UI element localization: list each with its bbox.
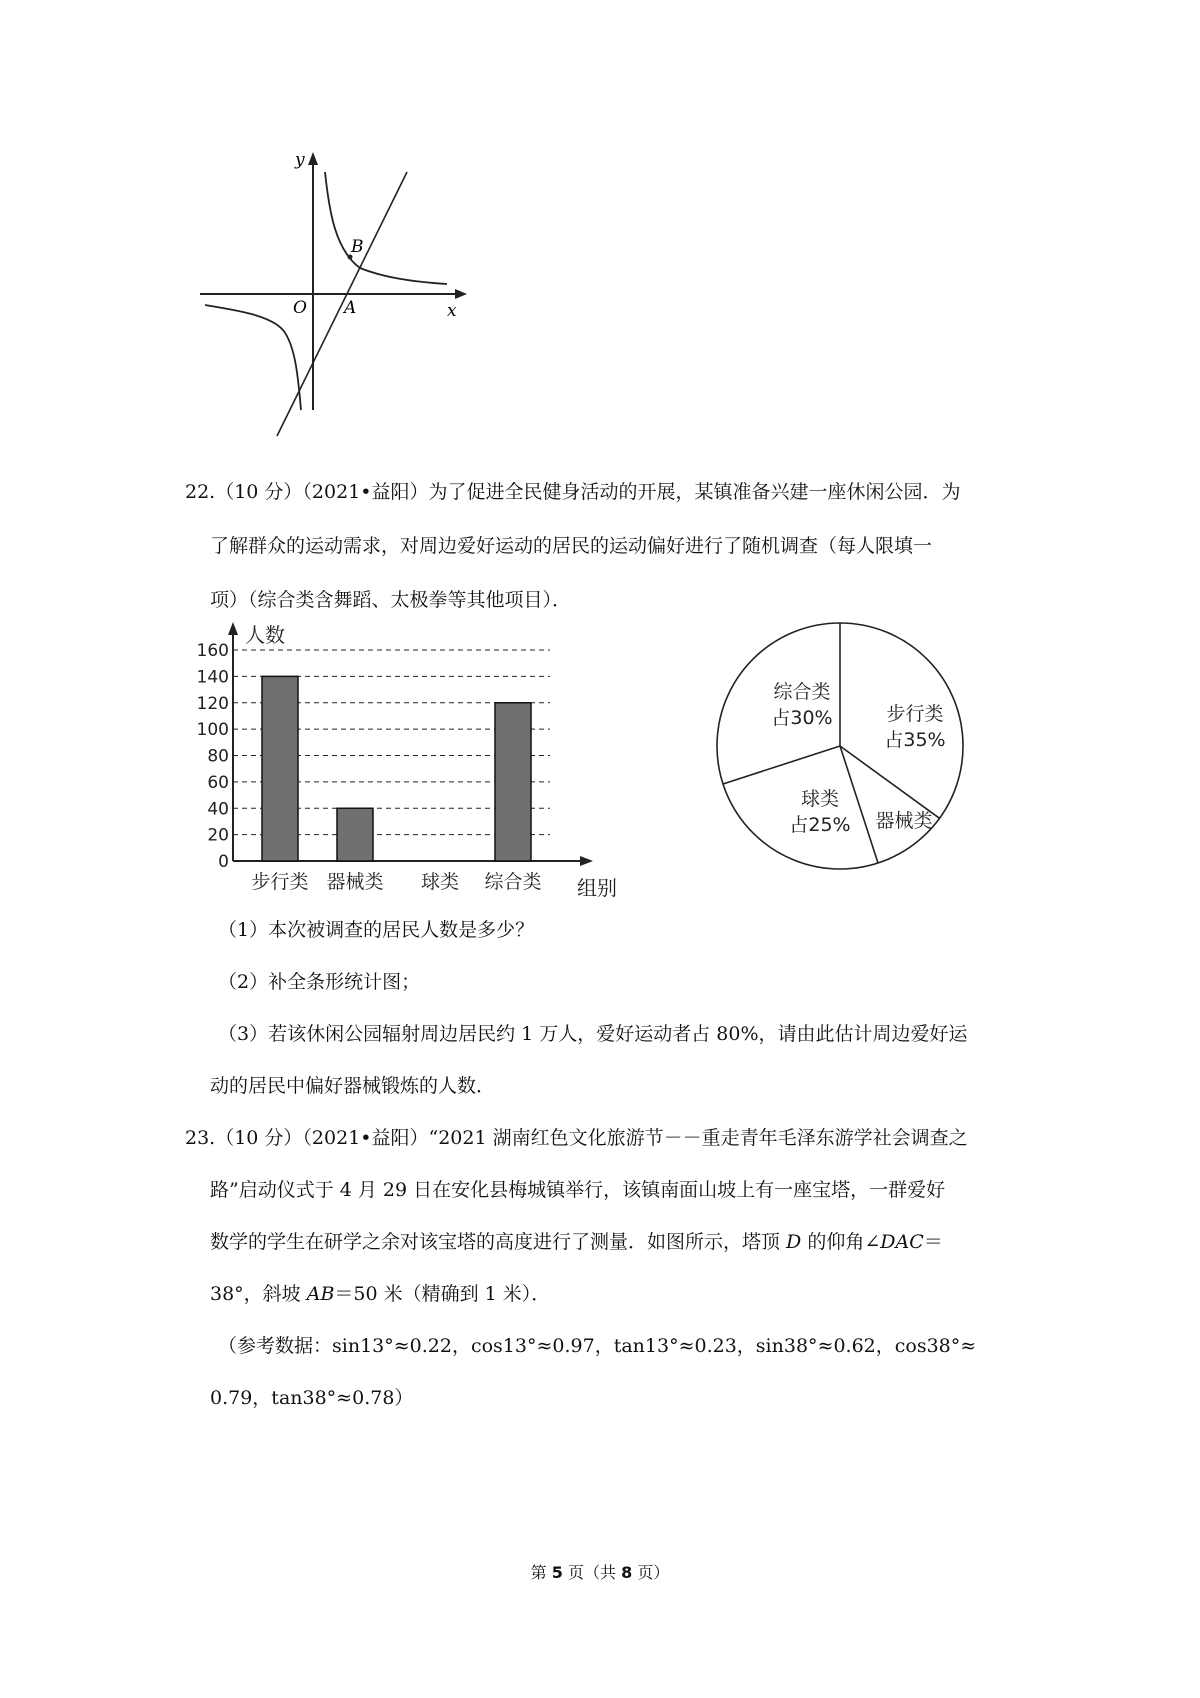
q23-line-4-text-b: ＝50 米（精确到 1 米）． [334,1283,551,1305]
y-tick-label: 80 [207,746,229,767]
bar-x-axis-arrow [580,856,593,866]
q23-line-2: 路”启动仪式于 4 月 29 日在安化县梅城镇举行，该镇南面山坡上有一座宝塔，一群爱好 [210,1179,946,1201]
hyperbola-branch-right [325,172,447,284]
y-tick-label: 60 [207,772,229,793]
pie-slice-label: 步行类 [886,703,944,725]
pie-slice-label: 综合类 [773,681,831,703]
pie-slice-label: 器械类 [875,810,933,832]
y-tick-label: 0 [218,852,229,872]
pie-slice-percent: 占25% [789,814,851,836]
bar [262,676,298,861]
hyperbola-branch-left [205,305,301,410]
q23-line-4 [210,1274,550,1314]
q23-line-3 [210,1222,943,1262]
pie-slice-label: 球类 [800,788,840,810]
q23-reference-line-2: 0.79，tan38°≈0.78） [210,1387,414,1409]
point-b-label: B [351,237,364,257]
q22-sub-3-line-1: （3）若该休闲公园辐射周边居民约 1 万人，爱好运动者占 80%，请由此估计周边爱好运 [218,1023,968,1045]
bar-y-axis-label: 人数 [245,623,285,647]
q22-sub-1: （1）本次被调查的居民人数是多少？ [218,919,535,941]
y-tick-label: 40 [207,799,229,820]
bar-y-axis-arrow [228,622,238,635]
q22-sub-3-line-2: 动的居民中偏好器械锻炼的人数． [210,1075,496,1097]
footer-total-pages: 8 [621,1563,633,1582]
function-graph [195,140,485,450]
q22-sub-2: （2）补全条形统计图； [218,971,421,993]
point-a-label: A [344,298,357,318]
y-tick-label: 100 [196,720,229,741]
footer-text-a: 第 [530,1563,552,1582]
q23-reference-line-1: （参考数据：sin13°≈0.22，cos13°≈0.97，tan13°≈0.23，sin38°≈0.62，cos38°≈ [218,1335,977,1357]
q23-var-ab: AB [306,1283,335,1305]
bar-x-axis-label: 组别 [577,876,617,900]
footer-page-number: 5 [551,1563,563,1582]
footer-text-c: 页） [632,1563,670,1582]
q23-line-1: 23.（10 分）（2021•益阳）“2021 湖南红色文化旅游节－－重走青年毛泽东游学社会调查之 [185,1127,968,1149]
q23-line-4-text-a: 38°，斜坡 [210,1283,307,1305]
q23-line-3-text-a: 数学的学生在研学之余对该宝塔的高度进行了测量．如图所示，塔顶 [210,1231,787,1253]
x-category-label: 步行类 [251,871,309,893]
x-category-label: 器械类 [326,871,384,893]
q23-line-3-text-c: ＝ [923,1231,943,1253]
q22-line-1: 22.（10 分）（2021•益阳）为了促进全民健身活动的开展，某镇准备兴建一座休闲公园．为 [185,481,961,503]
footer-text-b: 页（共 [562,1563,622,1582]
page-footer [0,1560,1200,1583]
pie-slice-percent: 占35% [884,729,946,751]
bar-chart [195,620,635,905]
y-tick-label: 140 [196,667,229,688]
x-axis-label: x [447,301,457,321]
y-axis-arrow [308,152,318,165]
bar [337,808,373,861]
y-axis-label: y [295,150,305,170]
pie-slice-percent: 占30% [771,707,833,729]
q22-line-2: 了解群众的运动需求，对周边爱好运动的居民的运动偏好进行了随机调查（每人限填一 [210,535,933,557]
q23-var-d: D [786,1231,802,1253]
y-tick-label: 20 [207,825,229,846]
q23-line-3-text-b: 的仰角∠ [801,1231,881,1253]
bar [495,703,531,861]
x-category-label: 球类 [420,871,460,893]
y-tick-label: 160 [196,641,229,661]
q22-line-3: 项）（综合类含舞蹈、太极拳等其他项目）． [210,589,572,611]
x-category-label: 综合类 [484,871,542,893]
x-axis-arrow [455,289,467,299]
origin-label: O [293,298,307,318]
q23-var-dac: DAC [880,1231,924,1253]
y-tick-label: 120 [196,693,229,714]
pie-chart [710,620,970,880]
